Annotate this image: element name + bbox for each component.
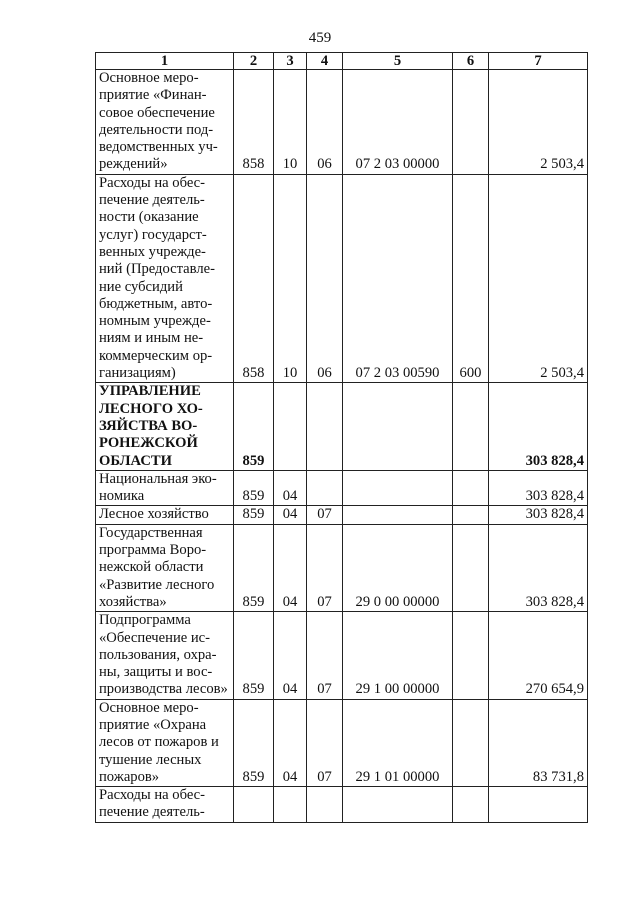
row-name-line: Расходы на обес- bbox=[99, 174, 206, 191]
section-code-cell bbox=[274, 787, 307, 823]
expense-type-code-cell bbox=[453, 470, 489, 506]
subsection-code-cell: 07 bbox=[307, 612, 343, 699]
expense-type-code-cell bbox=[453, 70, 489, 175]
row-name-line: ний (Предоставле- bbox=[99, 261, 215, 278]
row-name-cell bbox=[96, 787, 234, 823]
subsection-code-cell: 07 bbox=[307, 699, 343, 786]
row-name-line: тушение лесных bbox=[99, 751, 202, 768]
ministry-code-cell: 859 bbox=[234, 699, 274, 786]
table-row bbox=[96, 70, 588, 175]
target-article-code-cell: 29 1 00 00000 bbox=[343, 612, 453, 699]
row-name-line: ЛЕСНОГО ХО- bbox=[99, 400, 203, 417]
row-name-line: реждений» bbox=[99, 156, 168, 173]
row-name-line: Лесное хозяйство bbox=[99, 506, 209, 523]
ministry-code-cell: 859 bbox=[234, 612, 274, 699]
row-name-line: приятие «Финан- bbox=[99, 87, 207, 104]
row-name-line: приятие «Охрана bbox=[99, 716, 207, 733]
row-name-line: нежской области bbox=[99, 559, 204, 576]
header-col-5: 5 bbox=[343, 53, 453, 70]
table-row bbox=[96, 174, 588, 383]
expense-type-code-cell bbox=[453, 524, 489, 611]
expense-type-code-cell bbox=[453, 506, 489, 524]
row-name-line: ОБЛАСТИ bbox=[99, 452, 172, 469]
target-article-code-cell bbox=[343, 383, 453, 470]
header-col-1: 1 bbox=[96, 53, 234, 70]
amount-cell bbox=[489, 787, 588, 823]
header-col-4: 4 bbox=[307, 53, 343, 70]
section-code-cell: 04 bbox=[274, 506, 307, 524]
target-article-code-cell: 07 2 03 00000 bbox=[343, 70, 453, 175]
row-name-cell bbox=[96, 699, 234, 786]
row-name-line: пользования, охра- bbox=[99, 646, 217, 663]
row-name-line: РОНЕЖСКОЙ bbox=[99, 435, 198, 452]
header-col-2: 2 bbox=[234, 53, 274, 70]
row-name-line: коммерческим ор- bbox=[99, 347, 213, 364]
section-code-cell: 04 bbox=[274, 699, 307, 786]
row-name-line: Основное меро- bbox=[99, 70, 199, 86]
header-col-7: 7 bbox=[489, 53, 588, 70]
ministry-code-cell: 859 bbox=[234, 524, 274, 611]
row-name-cell bbox=[96, 70, 234, 175]
subsection-code-cell bbox=[307, 383, 343, 470]
row-name-line: хозяйства» bbox=[99, 593, 167, 610]
header-col-6: 6 bbox=[453, 53, 489, 70]
amount-cell: 2 503,4 bbox=[489, 174, 588, 383]
target-article-code-cell bbox=[343, 787, 453, 823]
table-row bbox=[96, 506, 588, 524]
amount-cell: 303 828,4 bbox=[489, 506, 588, 524]
section-code-cell bbox=[274, 383, 307, 470]
subsection-code-cell bbox=[307, 470, 343, 506]
section-code-cell: 04 bbox=[274, 524, 307, 611]
row-name-line: ности (оказание bbox=[99, 209, 199, 226]
amount-cell: 303 828,4 bbox=[489, 470, 588, 506]
amount-cell: 83 731,8 bbox=[489, 699, 588, 786]
row-name-line: ганизациям) bbox=[99, 365, 176, 382]
amount-cell: 2 503,4 bbox=[489, 70, 588, 175]
table-row bbox=[96, 524, 588, 611]
row-name-line: венных учрежде- bbox=[99, 243, 206, 260]
row-name-cell bbox=[96, 470, 234, 506]
amount-cell: 303 828,4 bbox=[489, 524, 588, 611]
section-code-cell: 04 bbox=[274, 470, 307, 506]
row-name-line: услуг) государст- bbox=[99, 226, 207, 243]
row-name-line: номным учрежде- bbox=[99, 313, 211, 330]
row-name-line: УПРАВЛЕНИЕ bbox=[99, 383, 201, 400]
row-name-line: ведомственных уч- bbox=[99, 139, 218, 156]
subsection-code-cell: 07 bbox=[307, 524, 343, 611]
ministry-code-cell: 859 bbox=[234, 506, 274, 524]
target-article-code-cell bbox=[343, 470, 453, 506]
table-row bbox=[96, 470, 588, 506]
row-name-line: Государственная bbox=[99, 524, 203, 541]
row-name-line: ние субсидий bbox=[99, 278, 183, 295]
row-name-line: печение деятель- bbox=[99, 804, 205, 821]
expense-type-code-cell: 600 bbox=[453, 174, 489, 383]
row-name-line: лесов от пожаров и bbox=[99, 734, 219, 751]
subsection-code-cell: 07 bbox=[307, 506, 343, 524]
ministry-code-cell bbox=[234, 787, 274, 823]
row-name-line: совое обеспечение bbox=[99, 104, 215, 121]
budget-table bbox=[95, 52, 588, 823]
expense-type-code-cell bbox=[453, 699, 489, 786]
ministry-code-cell: 858 bbox=[234, 174, 274, 383]
amount-cell: 270 654,9 bbox=[489, 612, 588, 699]
row-name-cell bbox=[96, 612, 234, 699]
row-name-line: Национальная эко- bbox=[99, 470, 217, 487]
expense-type-code-cell bbox=[453, 787, 489, 823]
expense-type-code-cell bbox=[453, 383, 489, 470]
amount-cell: 303 828,4 bbox=[489, 383, 588, 470]
row-name-line: Основное меро- bbox=[99, 699, 199, 716]
target-article-code-cell: 29 1 01 00000 bbox=[343, 699, 453, 786]
row-name-line: программа Воро- bbox=[99, 542, 207, 559]
header-col-3: 3 bbox=[274, 53, 307, 70]
section-code-cell: 04 bbox=[274, 612, 307, 699]
row-name-line: «Обеспечение ис- bbox=[99, 629, 211, 646]
page-number: 459 bbox=[308, 30, 332, 46]
row-name-line: печение деятель- bbox=[99, 192, 205, 209]
ministry-code-cell: 859 bbox=[234, 383, 274, 470]
row-name-cell bbox=[96, 174, 234, 383]
section-code-cell: 10 bbox=[274, 174, 307, 383]
row-name-line: ниям и иным не- bbox=[99, 330, 204, 347]
row-name-line: пожаров» bbox=[99, 768, 160, 785]
target-article-code-cell bbox=[343, 506, 453, 524]
ministry-code-cell: 858 bbox=[234, 70, 274, 175]
table-row bbox=[96, 383, 588, 470]
table-body bbox=[96, 70, 588, 823]
row-name-line: номика bbox=[99, 488, 145, 505]
row-name-cell bbox=[96, 383, 234, 470]
expense-type-code-cell bbox=[453, 612, 489, 699]
row-name-line: производства лесов» bbox=[99, 681, 228, 698]
row-name-line: деятельности под- bbox=[99, 121, 214, 138]
row-name-line: Расходы на обес- bbox=[99, 787, 206, 804]
subsection-code-cell: 06 bbox=[307, 70, 343, 175]
row-name-cell bbox=[96, 506, 234, 524]
subsection-code-cell bbox=[307, 787, 343, 823]
table-row bbox=[96, 612, 588, 699]
target-article-code-cell: 29 0 00 00000 bbox=[343, 524, 453, 611]
row-name-line: ЗЯЙСТВА ВО- bbox=[99, 417, 198, 434]
row-name-line: ны, защиты и вос- bbox=[99, 664, 213, 681]
table-row bbox=[96, 699, 588, 786]
target-article-code-cell: 07 2 03 00590 bbox=[343, 174, 453, 383]
row-name-line: бюджетным, авто- bbox=[99, 295, 213, 312]
row-name-line: Подпрограмма bbox=[99, 612, 191, 629]
row-name-line: «Развитие лесного bbox=[99, 576, 215, 593]
table-row bbox=[96, 787, 588, 823]
ministry-code-cell: 859 bbox=[234, 470, 274, 506]
row-name-cell bbox=[96, 524, 234, 611]
header-row bbox=[96, 53, 588, 70]
section-code-cell: 10 bbox=[274, 70, 307, 175]
subsection-code-cell: 06 bbox=[307, 174, 343, 383]
